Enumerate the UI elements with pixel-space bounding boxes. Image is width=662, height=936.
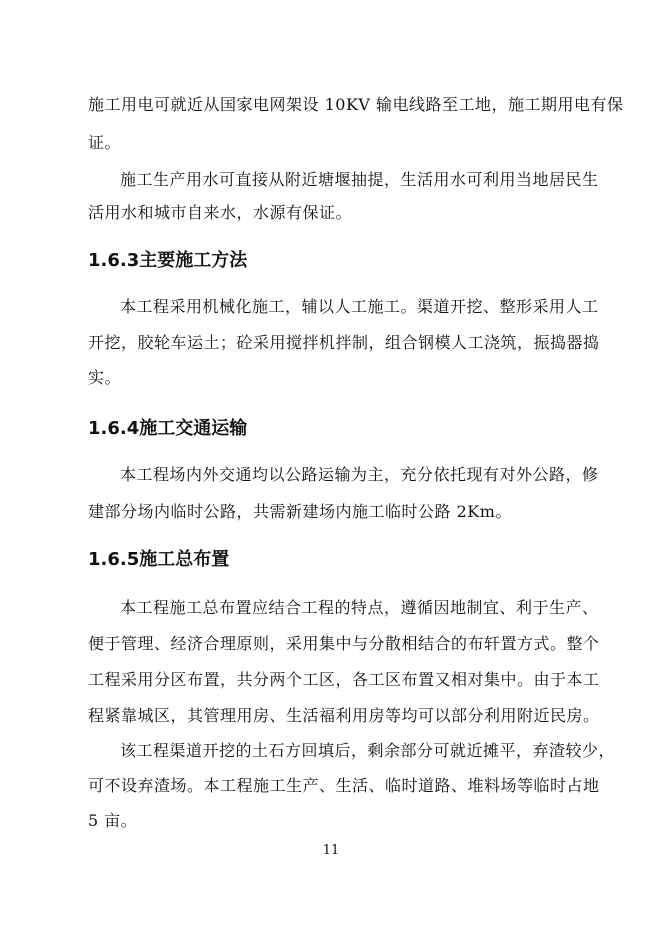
body-text-line: 程紧靠城区，其管理用房、生活福利用房等均可以部分利用附近民房。 xyxy=(88,706,600,725)
body-text-line: 活用水和城市自来水，水源有保证。 xyxy=(88,203,353,222)
body-text-line: 建部分场内临时公路，共需新建场内施工临时公路 2Km。 xyxy=(88,502,512,521)
body-text-line: 5 亩。 xyxy=(88,811,138,830)
body-text-line: 实。 xyxy=(88,368,122,387)
body-text-line: 工程采用分区布置，共分两个工区，各工区布置又相对集中。由于本工 xyxy=(88,670,600,689)
body-text-line: 开挖，胶轮车运土；砼采用搅拌机拌制，组合钢模人工浇筑，振捣器捣 xyxy=(88,333,600,352)
section-heading-1-6-4: 1.6.4施工交通运输 xyxy=(88,418,248,439)
body-text-line: 本工程场内外交通均以公路运输为主，充分依托现有对外公路，修 xyxy=(120,465,599,484)
section-heading-1-6-5: 1.6.5施工总布置 xyxy=(88,549,230,570)
page-number: 11 xyxy=(322,843,340,858)
body-text-line: 该工程渠道开挖的土石方回填后，剩余部分可就近摊平，弃渣较少， xyxy=(120,741,616,760)
body-text-line: 可不设弃渣场。本工程施工生产、生活、临时道路、堆料场等临时占地 xyxy=(88,776,600,795)
body-text-line: 本工程采用机械化施工，辅以人工施工。渠道开挖、整形采用人工 xyxy=(120,297,599,316)
body-text-line: 本工程施工总布置应结合工程的特点，遵循因地制宜、利于生产、 xyxy=(120,598,599,617)
body-text-line: 证。 xyxy=(88,133,122,152)
body-text-line: 施工生产用水可直接从附近塘堰抽提，生活用水可利用当地居民生 xyxy=(120,170,599,189)
section-heading-1-6-3: 1.6.3主要施工方法 xyxy=(88,250,248,271)
body-text-line: 便于管理、经济合理原则，采用集中与分散相结合的布轩置方式。整个 xyxy=(88,634,600,653)
body-text-line: 施工用电可就近从国家电网架设 10KV 输电线路至工地，施工期用电有保 xyxy=(88,95,624,114)
